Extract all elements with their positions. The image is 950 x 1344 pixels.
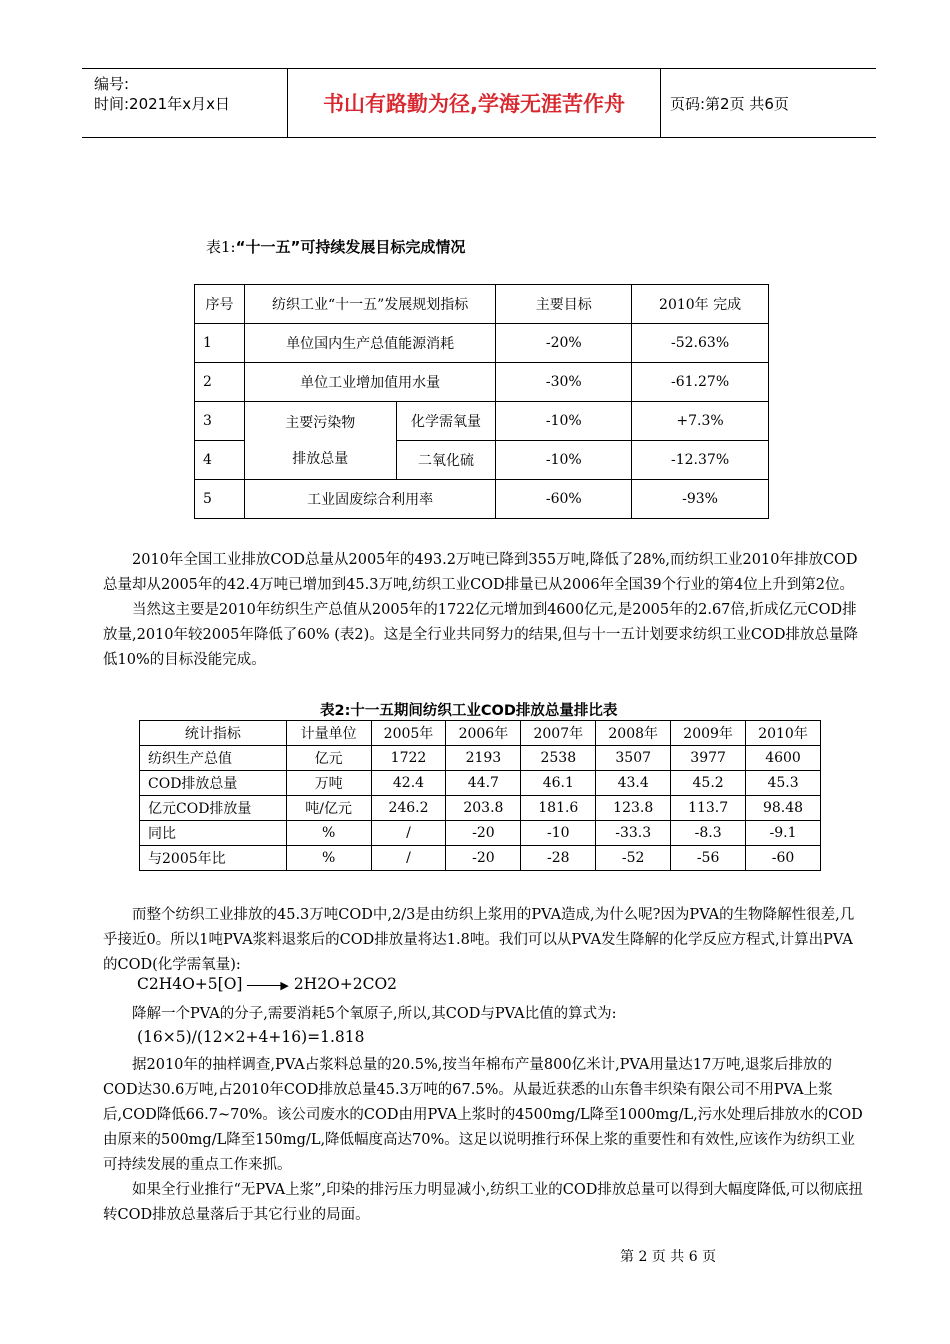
time-label: 时间:2021年x月x日 bbox=[94, 95, 230, 113]
paragraph: 当然这主要是2010年纺织生产总值从2005年的1722亿元增加到4600亿元,是2005年的2.67倍,折成亿元COD排放量,2010年较2005年降低了60% (表2)。这是全行业共同努力的结果,但与十一五计划要求纺织工业COD排放总量降低10%的目标没能完成。 bbox=[103, 602, 859, 668]
table2-cell: -10 bbox=[521, 821, 596, 846]
table2-cell: -9.1 bbox=[746, 821, 821, 846]
table2-cell: 万吨 bbox=[286, 771, 371, 796]
table-row bbox=[140, 746, 821, 771]
table1-caption bbox=[206, 236, 465, 257]
table1-cell: -60% bbox=[496, 480, 632, 519]
table1-cell: -52.63% bbox=[632, 324, 769, 363]
table2-cell: 纺织生产总值 bbox=[140, 746, 287, 771]
table1-cell: 3 bbox=[195, 402, 245, 441]
equation-left: C2H4O+5[O] bbox=[137, 975, 243, 993]
table2-cell: % bbox=[286, 846, 371, 871]
table2-header-cell: 2010年 bbox=[746, 721, 821, 746]
table1-cell: 单位国内生产总值能源消耗 bbox=[244, 324, 495, 363]
motto: 书山有路勤为径,学海无涯苦作舟 bbox=[287, 69, 661, 137]
table2-header-cell: 2007年 bbox=[521, 721, 596, 746]
table2-header-cell: 2009年 bbox=[671, 721, 746, 746]
table-row bbox=[195, 324, 769, 363]
table2-cell: 1722 bbox=[371, 746, 446, 771]
table-row bbox=[140, 796, 821, 821]
table1-cell: -20% bbox=[496, 324, 632, 363]
table2-cell: 4600 bbox=[746, 746, 821, 771]
table2-cell: 45.2 bbox=[671, 771, 746, 796]
table1-cell: 2 bbox=[195, 363, 245, 402]
table2-cell: % bbox=[286, 821, 371, 846]
table2-header-cell: 2006年 bbox=[446, 721, 521, 746]
table2-cell: / bbox=[371, 821, 446, 846]
table2-cell: COD排放总量 bbox=[140, 771, 287, 796]
table2-header-cell: 2005年 bbox=[371, 721, 446, 746]
table1-header-cell: 序号 bbox=[195, 285, 245, 324]
page-footer: 第 2 页 共 6 页 bbox=[620, 1249, 717, 1265]
table2-cell: 44.7 bbox=[446, 771, 521, 796]
table2 bbox=[139, 720, 821, 871]
group-line: 排放总量 bbox=[292, 450, 349, 467]
table2-caption: 表2:十一五期间纺织工业COD排放总量排比表 bbox=[320, 703, 618, 719]
table2-cell: 3507 bbox=[596, 746, 671, 771]
table2-cell: 3977 bbox=[671, 746, 746, 771]
table2-header-cell: 计量单位 bbox=[286, 721, 371, 746]
table2-cell: 同比 bbox=[140, 821, 287, 846]
table2-cell: 45.3 bbox=[746, 771, 821, 796]
table2-cell: 43.4 bbox=[596, 771, 671, 796]
table1 bbox=[194, 284, 769, 519]
table1-cell: -10% bbox=[496, 402, 632, 441]
table2-cell: -56 bbox=[671, 846, 746, 871]
table1-cell: -10% bbox=[496, 441, 632, 480]
table2-header-cell: 统计指标 bbox=[140, 721, 287, 746]
table1-header-cell: 纺织工业“十一五”发展规划指标 bbox=[244, 285, 495, 324]
arrow-line bbox=[247, 985, 283, 986]
table2-cell: -33.3 bbox=[596, 821, 671, 846]
ratio-equation: (16×5)/(12×2+4+16)=1.818 bbox=[137, 1028, 365, 1046]
paragraph-block-2 bbox=[103, 903, 863, 978]
table2-cell: -8.3 bbox=[671, 821, 746, 846]
table2-cell: -28 bbox=[521, 846, 596, 871]
reaction-equation bbox=[137, 975, 397, 993]
page-header bbox=[82, 68, 876, 138]
table1-cell: -61.27% bbox=[632, 363, 769, 402]
table1-cell: 单位工业增加值用水量 bbox=[244, 363, 495, 402]
header-meta bbox=[82, 69, 286, 137]
table2-cell: 98.48 bbox=[746, 796, 821, 821]
table-row bbox=[195, 363, 769, 402]
arrow-right-icon: ▶ bbox=[280, 978, 289, 992]
table2-cell: 亿元COD排放量 bbox=[140, 796, 287, 821]
table2-cell: 42.4 bbox=[371, 771, 446, 796]
table-row bbox=[140, 771, 821, 796]
table1-caption-title: “十一五”可持续发展目标完成情况 bbox=[235, 238, 466, 256]
page-label: 页码:第2页 共6页 bbox=[670, 94, 789, 113]
table1-header-cell: 主要目标 bbox=[496, 285, 632, 324]
paragraph: 降解一个PVA的分子,需要消耗5个氧原子,所以,其COD与PVA比值的算式为: bbox=[132, 1006, 617, 1022]
table-row bbox=[140, 721, 821, 746]
table2-cell: -20 bbox=[446, 821, 521, 846]
paragraph-block-4 bbox=[103, 1053, 863, 1228]
paragraph: 据2010年的抽样调查,PVA占浆料总量的20.5%,按当年棉布产量800亿米计,PVA用量达17万吨,退浆后排放的COD达30.6万吨,占2010年COD排放总量45.3万吨的67.5%。从最近获悉的山东鲁丰织染有限公司不用PVA上浆后,COD降低66.7~70%。该公司废水的COD由用PVA上浆时的4500mg/L降至1000mg/L,污水处理后排放水的COD由原来的500mg/L降至150mg/L,降低幅度高达70%。这足以说明推行环保上浆的重要性和有效性,应该作为纺织工业可持续发展的重点工作来抓。 bbox=[103, 1057, 863, 1173]
table2-cell: 亿元 bbox=[286, 746, 371, 771]
table1-caption-prefix: 表1: bbox=[206, 238, 236, 256]
table1-cell: 工业固废综合利用率 bbox=[244, 480, 495, 519]
table2-cell: 46.1 bbox=[521, 771, 596, 796]
table-row bbox=[195, 480, 769, 519]
table2-cell: -20 bbox=[446, 846, 521, 871]
table1-cell: +7.3% bbox=[632, 402, 769, 441]
table1-cell: -93% bbox=[632, 480, 769, 519]
table1-cell: -12.37% bbox=[632, 441, 769, 480]
table2-cell: 吨/亿元 bbox=[286, 796, 371, 821]
table2-cell: 181.6 bbox=[521, 796, 596, 821]
paragraph: 如果全行业推行“无PVA上浆”,印染的排污压力明显减小,纺织工业的COD排放总量可以得到大幅度降低,可以彻底扭转COD排放总量落后于其它行业的局面。 bbox=[103, 1182, 863, 1223]
table-row bbox=[140, 846, 821, 871]
number-label: 编号: bbox=[94, 75, 130, 93]
table1-cell: 1 bbox=[195, 324, 245, 363]
table2-cell: 2193 bbox=[446, 746, 521, 771]
table2-cell: 2538 bbox=[521, 746, 596, 771]
table2-cell: 246.2 bbox=[371, 796, 446, 821]
paragraph: 2010年全国工业排放COD总量从2005年的493.2万吨已降到355万吨,降低了28%,而纺织工业2010年排放COD总量却从2005年的42.4万吨已增加到45.3万吨,纺织工业COD排量已从2006年全国39个行业的第4位上升到第2位。 bbox=[103, 552, 858, 593]
table2-cell: 113.7 bbox=[671, 796, 746, 821]
paragraph-block-3 bbox=[103, 1002, 863, 1027]
table-row bbox=[195, 402, 769, 441]
table1-cell: -30% bbox=[496, 363, 632, 402]
table2-cell: 与2005年比 bbox=[140, 846, 287, 871]
table2-cell: 203.8 bbox=[446, 796, 521, 821]
paragraph: 而整个纺织工业排放的45.3万吨COD中,2/3是由纺织上浆用的PVA造成,为什么呢?因为PVA的生物降解性很差,几乎接近0。所以1吨PVA浆料退浆后的COD排放量将达1.8吨。我们可以从PVA发生降解的化学反应方程式,计算出PVA的COD(化学需氧量): bbox=[103, 907, 855, 973]
equation-right: 2H2O+2CO2 bbox=[293, 975, 398, 993]
table1-group-cell bbox=[244, 402, 396, 480]
table1-cell: 5 bbox=[195, 480, 245, 519]
table1-cell: 化学需氧量 bbox=[396, 402, 496, 441]
table2-cell: -52 bbox=[596, 846, 671, 871]
table1-header-cell: 2010年 完成 bbox=[632, 285, 769, 324]
table2-cell: / bbox=[371, 846, 446, 871]
table2-header-cell: 2008年 bbox=[596, 721, 671, 746]
table2-cell: 123.8 bbox=[596, 796, 671, 821]
group-line: 主要污染物 bbox=[285, 414, 356, 431]
table-row bbox=[140, 821, 821, 846]
table1-cell: 4 bbox=[195, 441, 245, 480]
paragraph-block-1 bbox=[103, 548, 863, 673]
table2-cell: -60 bbox=[746, 846, 821, 871]
table-row bbox=[195, 285, 769, 324]
table1-cell: 二氧化硫 bbox=[396, 441, 496, 480]
